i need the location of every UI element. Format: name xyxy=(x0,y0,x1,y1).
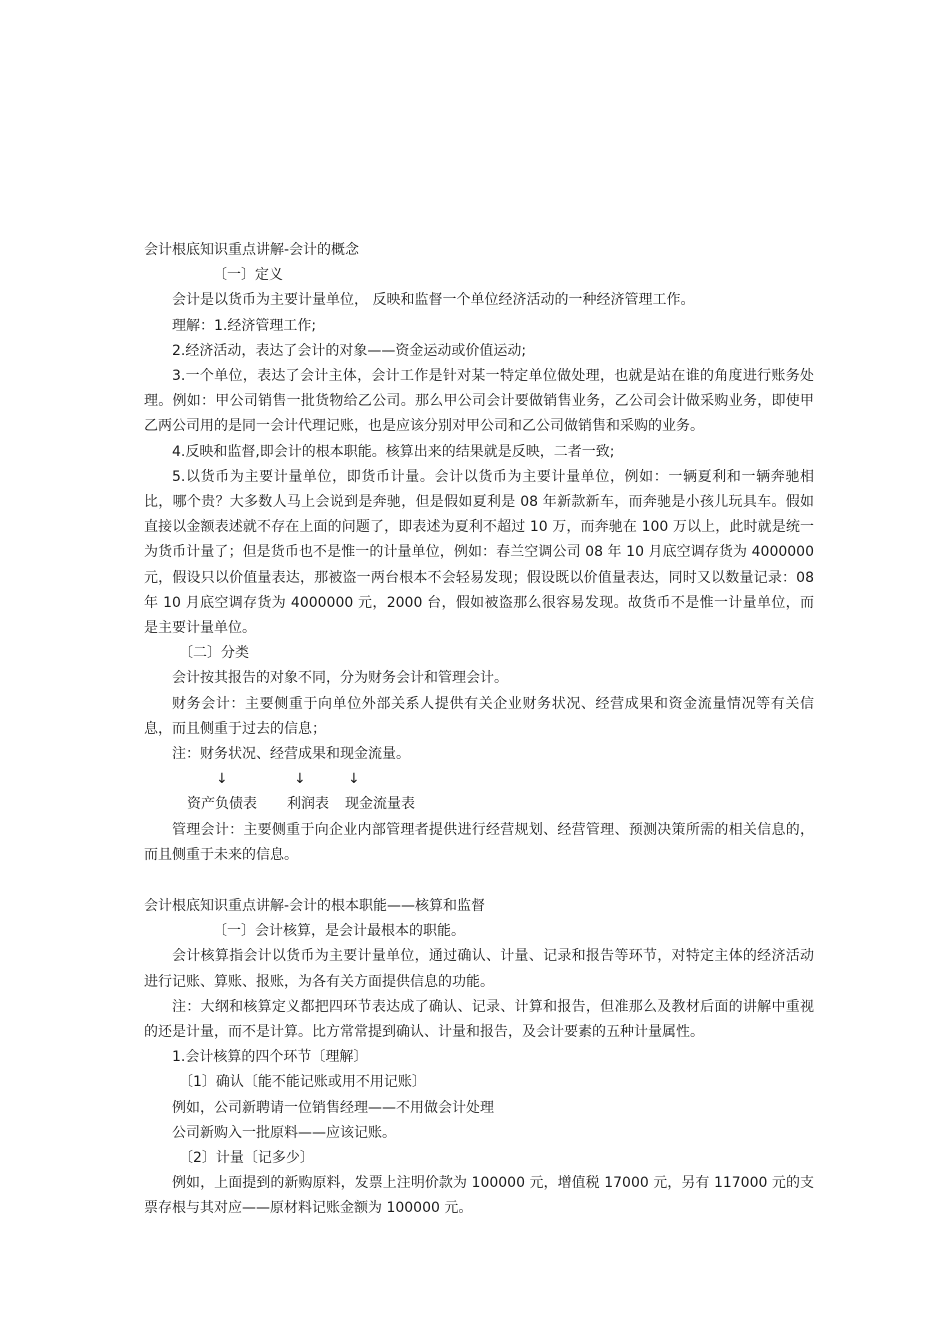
down-arrow-icon: ↓ xyxy=(294,771,306,788)
paragraph-understand-3: 3.一个单位，表达了会计主体，会计工作是针对某一特定单位做处理，也就是站在谁的角度进行账务处理。例如：甲公司销售一批货物给乙公司。那么甲公司会计要做销售业务，乙公司会计做采购业务，即使甲乙两公司用的是同一会计代理记账，也是应该分别对甲公司和乙公司做销售和采购的业务。 xyxy=(144,368,814,435)
document-page xyxy=(144,238,814,1222)
paragraph-classification: 会计按其报告的对象不同，分为财务会计和管理会计。 xyxy=(172,670,508,687)
arrow-row xyxy=(144,767,814,792)
paragraph-core-note: 注：大纲和核算定义都把四环节表达成了确认、记录、计算和报告，但准那么及教材后面的讲解中重视的还是计量，而不是计算。比方常常提到确认、计量和报告，及会计要素的五种计量属性。 xyxy=(144,998,814,1041)
heading-accounting-core: 〔一〕会计核算，是会计最根本的职能。 xyxy=(213,923,465,940)
paragraph-definition: 会计是以货币为主要计量单位， 反映和监督一个单位经济活动的一种经济管理工作。 xyxy=(172,292,695,309)
paragraph-understand-5: 5.以货币为主要计量单位，即货币计量。会计以货币为主要计量单位，例如：一辆夏利和一辆奔驰相比，哪个贵？大多数人马上会说到是奔驰，但是假如夏利是 08 年新款新车，而奔驰是小孩儿玩具车。假如直接以金额表述就不存在上面的问题了，即表述为夏利不超过 10 万，而奔驰在 100 万以上，此时就是统一为货币计量了；但是货币也不是惟一的计量单位，例如：春兰空调公司 08 年 10 月底空调存货为 4000000 元，假设只以价值量表达，那被盗一两台根本不会轻易发现；假设既以价值量表达，同时又以数量记录：08 年 10 月底空调存货为 4000000 元，2000 台，假如被盗那么很容易发现。故货币不是惟一计量单位，而是主要计量单位。 xyxy=(144,468,814,637)
paragraph-example-2: 公司新购入一批原料——应该记账。 xyxy=(172,1124,396,1141)
section-title-functions: 会计根底知识重点讲解-会计的根本职能——核算和监督 xyxy=(144,898,486,915)
paragraph-note-statements: 注：财务状况、经营成果和现金流量。 xyxy=(172,746,410,763)
report-names-row xyxy=(144,792,814,817)
paragraph-financial-accounting: 财务会计：主要侧重于向单位外部关系人提供有关企业财务状况、经营成果和资金流量情况等有关信息，而且侧重于过去的信息； xyxy=(144,695,814,737)
report-cash-flow: 现金流量表 xyxy=(345,796,415,813)
paragraph-four-steps: 1.会计核算的四个环节〔理解〕 xyxy=(172,1049,368,1066)
down-arrow-icon: ↓ xyxy=(348,771,360,788)
paragraph-understand-2: 2.经济活动，表达了会计的对象——资金运动或价值运动; xyxy=(172,342,527,359)
paragraph-example-3: 例如，上面提到的新购原料，发票上注明价款为 100000 元，增值税 17000 元，另有 117000 元的支票存根与其对应——原材料记账金额为 100000 元。 xyxy=(144,1175,814,1217)
report-income-statement: 利润表 xyxy=(287,796,329,813)
paragraph-understand-4: 4.反映和监督,即会计的根本职能。核算出来的结果就是反映，二者一致; xyxy=(172,443,615,460)
section-title-concept: 会计根底知识重点讲解-会计的概念 xyxy=(144,242,360,258)
paragraph-management-accounting: 管理会计：主要侧重于向企业内部管理者提供进行经营规划、经营管理、预测决策所需的相关信息的，而且侧重于未来的信息。 xyxy=(144,821,814,863)
paragraph-measure: 〔2〕计量〔记多少〕 xyxy=(179,1150,314,1167)
paragraph-confirm: 〔1〕确认〔能不能记账或用不用记账〕 xyxy=(179,1074,426,1091)
paragraph-example-1: 例如，公司新聘请一位销售经理——不用做会计处理 xyxy=(172,1099,494,1116)
report-balance-sheet: 资产负债表 xyxy=(187,796,257,813)
down-arrow-icon: ↓ xyxy=(216,771,228,788)
paragraph-core-definition: 会计核算指会计以货币为主要计量单位，通过确认、计量、记录和报告等环节，对特定主体的经济活动进行记账、算账、报账，为各有关方面提供信息的功能。 xyxy=(144,948,814,990)
paragraph-understand-1: 理解：1.经济管理工作; xyxy=(172,317,317,334)
heading-definition: 〔一〕定义 xyxy=(213,267,283,284)
heading-classification: 〔二〕分类 xyxy=(179,645,249,662)
